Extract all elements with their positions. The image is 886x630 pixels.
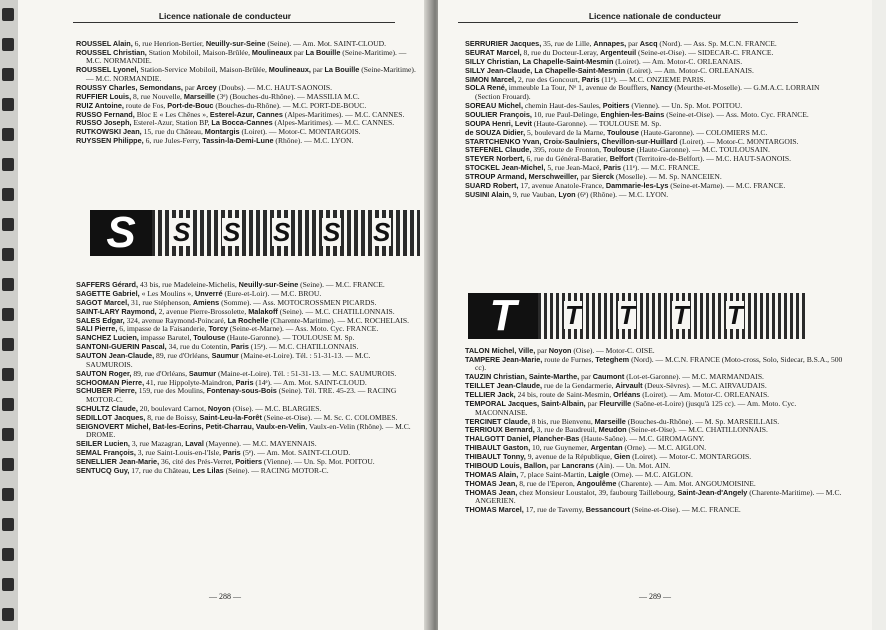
entry-text: par [626, 39, 640, 48]
entry-text: 9, rue Vauban, [510, 189, 559, 199]
entry-text: 8, rue Nouvelle, [131, 91, 184, 101]
entry-place: Lyon [558, 189, 576, 199]
entry-text: (Maine-et-Loire). Tél. : 51-31-13. — M.C. SAUMUROIS. [216, 368, 397, 378]
entry-place: Toulouse [602, 145, 635, 155]
entry-place: Poitiers [235, 456, 263, 466]
entry-text: par [310, 65, 325, 75]
entry-name: THOMAS Marcel, [465, 505, 524, 515]
entry-place: Saumur [188, 368, 217, 378]
entry-place: Esterel-Azur, Cannes [209, 109, 283, 119]
entry-text: 8, rue du Docteur-Leray, [521, 47, 601, 57]
entry-name: STARTCHENKO Yvan, Croix-Saulniers, Chevillon-sur-Huillard [465, 136, 678, 146]
entry-place: Noyon [548, 346, 572, 355]
entry-text: 15, rue du Château, [141, 127, 205, 137]
entry-place: Unverré [194, 288, 223, 298]
entry-place: La Bouille [324, 65, 360, 75]
entry-text: 395, route de Fronton, [531, 145, 603, 155]
entry-name: TEMPORAL Jacques, Saint-Albain, [465, 399, 586, 409]
entry-name: SOUPA Henri, Levit [465, 118, 532, 128]
entry-text: 10, rue Guynemer, [530, 443, 591, 453]
entry-name: SENELLIER Jean-Marie, [76, 456, 160, 466]
entry-text: 89, rue d'Orléans, [154, 351, 212, 361]
directory-entry [76, 387, 416, 404]
entry-text: 36, cité des Prés-Verret, [159, 456, 236, 466]
entry-text: 43 bis, rue Madeleine-Michelis, [138, 280, 239, 289]
entry-text: (Bouches-du-Rhône). — M. Sp. MARSEILLAIS. [625, 416, 780, 426]
header-rule [73, 22, 395, 23]
banner-ornament: T [619, 300, 635, 330]
entry-place: Paris [231, 342, 249, 352]
entry-place: Neuilly-sur-Seine [205, 39, 266, 48]
directory-entry [465, 356, 845, 373]
entry-text: (Seine-et-Marne). — Ass. Moto. Cyc. FRANCE. [227, 324, 379, 334]
entry-text: 6, rue Jules-Ferry, [143, 136, 203, 146]
entry-text: (Seine-et-Oise). — Ass. Moto. Cyc. FRANCE. [664, 109, 809, 119]
entry-name: RUIZ Antoine, [76, 100, 124, 110]
entry-place: Noyon [207, 403, 231, 413]
entry-place: Fontenay-sous-Bois [206, 386, 277, 396]
entry-text: (Seine-Maritime). — M.C. NORMANDIE. [86, 65, 416, 83]
entry-name: SCHULTZ Claude, [76, 403, 138, 413]
entry-text: (11ᵉ). — M.C. ONZIEME PARIS. [599, 74, 706, 84]
entry-text: (14ᵉ). — Am. Mot. SAINT-CLOUD. [253, 377, 367, 387]
entry-place: Lancrans [561, 460, 595, 470]
entry-name: SILLY Jean-Claude, La Chapelle-Saint-Mesmin [465, 65, 626, 75]
directory-entry [76, 423, 416, 440]
entry-text: 2, avenue Pierre-Brossolette, [156, 306, 249, 316]
entry-text: (Charente). — Am. Mot. ANGOUMOISINE. [616, 478, 756, 488]
entry-name: THOMAS Jean, [465, 487, 518, 497]
entry-name: RUSSO Joseph, [76, 118, 132, 128]
entry-name: TERCINET Claude, [465, 416, 530, 426]
entry-name: THIBOUD Louis, Ballon, [465, 460, 549, 470]
entry-name: THALGOTT Daniel, Plancher-Bas [465, 434, 580, 444]
entry-text: (Seine). — M.C. FRANCE. [298, 280, 385, 289]
letter-banner-s [90, 210, 420, 256]
entry-place: Toulouse [606, 127, 639, 137]
directory-entry [76, 352, 416, 369]
entry-name: SILLY Christian, La Chapelle-Saint-Mesmin [465, 56, 614, 66]
entry-place: Saint-Jean-d'Angely [677, 487, 748, 497]
entry-place: Moulineaux, [268, 65, 311, 75]
entry-place: Torcy [208, 324, 228, 334]
entry-name: SOULIER François, [465, 109, 532, 119]
entry-text: (Vienne). — Un. Sp. Mot. POITOU. [262, 456, 375, 466]
entry-name: ROUSSY Charles, Semondans, [76, 82, 183, 92]
entry-text: par [548, 460, 562, 470]
entry-text: (Orne). — M.C. AIGLON. [609, 469, 693, 479]
entry-place: Paris [581, 74, 600, 84]
entry-place: Caumont [592, 372, 625, 382]
entry-text: 8, rue de l'Eperon, [517, 478, 577, 488]
entry-text: 41, rue Hippolyte-Maindron, [144, 377, 236, 387]
entry-text: (Charente-Maritime). — M.C. ANGERIEN. [475, 487, 842, 506]
entry-name: SOREAU Michel, [465, 100, 523, 110]
entry-name: STOCKEL Jean-Michel, [465, 163, 546, 173]
entry-name: THIBAULT Tonny, [465, 452, 526, 462]
entry-place: Bat-les-Ecrins, Petit-Charrau, Vaulx-en-Velin [152, 421, 306, 431]
spiral-binding [0, 0, 18, 630]
banner-letter: T [468, 293, 538, 339]
entry-place: Les Lilas [192, 465, 224, 475]
entry-name: SEDILLOT Jacques, [76, 412, 146, 422]
page-number: — 289 — [639, 592, 671, 601]
banner-ornament: S [223, 217, 241, 247]
entry-text: 17, rue de Taverny, [523, 505, 586, 515]
entry-place: Angoulême [576, 478, 617, 488]
entry-text: « Les Moulins », [139, 288, 195, 298]
entry-place: La Bouille [305, 47, 341, 57]
entry-name: THOMAS Alain, [465, 469, 519, 479]
directory-entry [76, 66, 416, 83]
entry-text: par [585, 399, 600, 409]
entry-text: 8, rue de Boissy, [145, 412, 200, 422]
entry-text: 6, rue Henrion-Bertier, [132, 39, 206, 48]
entry-name: STROUP Armand, Merschweiller, [465, 172, 579, 182]
directory-entry [76, 49, 416, 66]
entry-text: (Haute-Garonne). — M.C. TOULOUSAIN. [634, 145, 770, 155]
entry-name: STEFENEL Claude, [465, 145, 532, 155]
entry-text: Station-Service Mobiloil, Maison-Brûlée, [138, 65, 269, 75]
entry-text: (Haute-Garonne). — TOULOUSE M. Sp. [531, 118, 662, 128]
entry-text: 89, rue d'Orléans, [131, 368, 189, 378]
entry-text: 3, rue Saint-Louis-en-l'Isle, [135, 448, 223, 458]
entry-text: chemin Haut-des-Saules, [522, 100, 603, 110]
entry-place: Moulineaux [251, 47, 293, 57]
entry-text: 3, rue Mazagran, [129, 439, 186, 449]
entry-text: (Alpes-Maritimes). — M.C. CANNES. [282, 109, 405, 119]
entry-text: 324, avenue Raymond-Poincaré, [124, 315, 228, 325]
entry-place: Tassin-la-Demi-Lune [202, 136, 274, 146]
entry-text: par [579, 372, 593, 382]
entry-text: 9, avenue de la République, [525, 452, 614, 462]
entry-text: rue de la Gendarmerie, [542, 381, 616, 391]
entry-name: RUYSSEN Philippe, [76, 136, 144, 146]
entry-name: de SOUZA Didier, [465, 127, 526, 137]
entry-text: 7, place Saint-Martin, [518, 469, 589, 479]
entry-text: (Seine-et-Oise). — M.C. CHATILLONNAIS. [626, 425, 768, 435]
entry-place: Orléans [613, 390, 641, 400]
banner-ornament: T [727, 300, 743, 330]
page-header: Licence nationale de conducteur [588, 11, 722, 21]
entry-name: RUSSO Fernand, [76, 109, 135, 119]
entry-text: 159, rue des Moulins, [136, 386, 207, 396]
entry-text: (Seine). Tél. TRE. 45-23. — RACING MOTOR-C. [86, 386, 397, 404]
entry-text: 5, rue Jean-Macé, [545, 163, 604, 173]
entry-place: Neuilly-sur-Seine [238, 280, 299, 289]
banner-letter: S [90, 210, 152, 256]
entry-text: (Haute-Garonne). — COLOMIERS M.C. [638, 127, 768, 137]
entry-place: Paris [235, 377, 254, 387]
entry-text: (Nord). — M.C.N. FRANCE (Moto-cross, Solo, Sidecar, B.S.A., 500 cc). [475, 354, 843, 373]
entry-text: (Ain). — Un. Mot. AIN. [594, 460, 671, 470]
entry-text: 35, rue de Lille, [541, 39, 594, 48]
entry-text: 3, rue de Baudreuil, [534, 425, 599, 435]
banner-ornament: S [273, 217, 291, 247]
entry-text: (Rhône). — M.C. LYON. [273, 136, 354, 146]
entry-name: SANCHEZ Lucien, [76, 333, 139, 343]
banner-ornament: S [373, 217, 391, 247]
entry-name: SEMAL François, [76, 448, 136, 458]
entry-name: SUSINI Alain, [465, 189, 511, 199]
entry-text: Bloc E « Les Chênes », [134, 109, 210, 119]
entry-text: (Maine-et-Loire). Tél. : 51-31-13. — M.C. SAUMUROIS. [86, 351, 371, 369]
entry-name: SALI Pierre, [76, 324, 118, 334]
directory-entry [465, 84, 845, 101]
entry-text: 10, rue Paul-Delinge, [531, 109, 601, 119]
directory-entry [465, 400, 845, 417]
entry-text: (Deux-Sèvres). — M.C. AIRVAUDAIS. [642, 381, 767, 391]
banner-ornament: S [173, 217, 191, 247]
entry-place: Montargis [204, 127, 240, 137]
entry-text: (Doubs). — M.C. HAUT-SAONOIS. [216, 82, 333, 92]
entry-text: (Meurthe-et-Moselle). — G.M.A.C. LORRAIN (Section Frouard). [475, 83, 820, 102]
directory-entry [465, 506, 845, 515]
entry-place: Marseille [594, 416, 626, 426]
entry-text: 17, avenue Anatole-France, [518, 180, 606, 190]
entry-name: RUTKOWSKI Jean, [76, 127, 142, 137]
entry-name: SAGOT Marcel, [76, 297, 130, 307]
entry-text: 24 bis, route de Saint-Mesmin, [515, 390, 614, 400]
entry-name: SAFFERS Gérard, [76, 280, 139, 289]
entries-t-list [465, 347, 845, 515]
entry-place: Marseille [183, 91, 216, 101]
entry-name: ROUSSEL Alain, [76, 39, 133, 48]
entry-text: 31, rue Stéphenson, [129, 297, 193, 307]
entry-text: 20, boulevard Carnot, [137, 403, 208, 413]
entry-text: Esterel-Azur, Station BP, [131, 118, 212, 128]
entry-place: Arcey [196, 82, 217, 92]
entry-name: TEILLET Jean-Claude, [465, 381, 543, 391]
entry-name: SENTUCQ Guy, [76, 465, 130, 475]
entry-place: Dammarie-les-Lys [605, 180, 669, 190]
entry-text: , Vaulx-en-Velin (Rhône). — M.C. DROME. [86, 421, 411, 440]
entry-text: (Loiret). — Am. Motor-C. ORLEANAIS. [640, 390, 770, 400]
entry-text: route de Furnes, [542, 354, 596, 364]
entries-s-list [465, 40, 845, 200]
entry-place: Bessancourt [585, 505, 630, 515]
entry-place: Belfort [609, 154, 634, 164]
entry-place: Nancy [650, 83, 673, 93]
entry-name: RUFFIER Louis, [76, 91, 132, 101]
banner-ornament: T [673, 300, 689, 330]
entry-text: Station Mobiloil, Maison-Brûlée, [146, 47, 252, 57]
entry-text: (Loiret). — Am. Motor-C. ORLEANAIS. [613, 56, 743, 66]
entry-text: (Lot-et-Garonne). — M.C. MARMANDAIS. [624, 372, 764, 382]
entry-text: (Seine-et-Marne). — M.C. FRANCE. [668, 180, 786, 190]
entry-text: (Haute-Saône). — M.C. GIROMAGNY. [579, 434, 705, 444]
entry-name: SAUTON Roger, [76, 368, 132, 378]
entry-text: (Charente-Maritime). — M.C. ROCHELAIS. [268, 315, 410, 325]
entry-text: 6, rue du Général-Baratier, [524, 154, 610, 164]
entries-r-list [76, 40, 416, 146]
entry-text: 34, rue du Cotentin, [166, 342, 232, 352]
page-header: Licence nationale de conducteur [158, 11, 292, 21]
entry-text: par [535, 346, 549, 355]
entry-name: SCHOOMAN Pierre, [76, 377, 145, 387]
entry-place: Gien [613, 452, 631, 462]
entry-place: Teteghem [595, 354, 630, 364]
entry-place: Saumur [211, 351, 239, 361]
entry-name: SAINT-LARY Raymond, [76, 306, 157, 316]
entry-text: (Moselle). — M. Sp. NANCEIEN. [613, 172, 722, 182]
entry-text: (11ᵉ). — M.C. FRANCE. [621, 163, 700, 173]
directory-entry [465, 489, 845, 506]
header-rule [458, 22, 798, 23]
entry-text: (Vienne). — Un. Sp. Mot. POITOU. [629, 100, 743, 110]
entry-text: (Seine). — Am. Mot. SAINT-CLOUD. [265, 39, 387, 48]
entry-text: (15ᵉ). — M.C. CHATILLONNAIS. [248, 342, 359, 352]
banner-ornament: S [323, 217, 341, 247]
entry-text: (Seine). — M.C. CHATILLONNAIS. [277, 306, 395, 316]
entry-name: TAMPERE Jean-Marie, [465, 354, 543, 364]
entry-text: (Seine-Maritime). — M.C. NORMANDIE. [86, 47, 407, 66]
entry-place: Amiens [192, 297, 220, 307]
entry-place: La Rochelle [227, 315, 269, 325]
entry-name: TAUZIN Christian, Sainte-Marthe, [465, 372, 580, 382]
directory-entry [465, 191, 845, 200]
entry-text: 8 bis, rue Bienvenu, [529, 416, 595, 426]
entry-place: Fleurville [599, 399, 632, 409]
entry-name: SEILER Lucien, [76, 439, 130, 449]
entry-text: (Alpes-Maritimes). — M.C. CANNES. [272, 118, 395, 128]
entry-name: SAGETTE Gabriel, [76, 288, 140, 298]
entry-text: (Oise). — Motor-C. OISE. [571, 346, 655, 355]
entry-text: (Saône-et-Loire) (jusqu'à 125 cc). — Am. Moto. Cyc. MACONNAISE. [475, 399, 797, 417]
entry-place: Port-de-Bouc [167, 100, 214, 110]
entry-text: (Oise). — M.C. BLARGIES. [230, 403, 322, 413]
entry-text: (Somme). — Ass. MOTOCROSSMEN PICARDS. [219, 297, 377, 307]
entry-place: Laigle [588, 469, 610, 479]
entry-text: (Mayenne). — M.C. MAYENNAIS. [203, 439, 317, 449]
entry-text: (5ᵉ). — Am. Mot. SAINT-CLOUD. [240, 448, 351, 458]
page-number: — 288 — [209, 592, 241, 601]
entry-text: (Nord). — Ass. Sp. M.C.N. FRANCE. [657, 39, 777, 48]
entry-text: (Territoire-de-Belfort). — M.C. HAUT-SAONOIS. [633, 154, 792, 164]
entry-text: (Loiret). — Motor-C. MONTARGOIS. [239, 127, 361, 137]
entry-text: (Loiret). — Motor-C. MONTARGOIS. [630, 452, 752, 462]
entry-name: SANTONI-GUERIN Pascal, [76, 342, 167, 352]
entry-text: immeuble La Tour, Nᵒ 1, avenue de Boufflers, [506, 83, 651, 93]
letter-banner-t [468, 293, 808, 339]
entry-place: Toulouse [193, 333, 226, 343]
entry-text: route de Fos, [123, 100, 168, 110]
entry-place: Annapes, [593, 39, 627, 48]
entries-s-list [76, 281, 416, 476]
entry-name: SERRURIER Jacques, [465, 39, 542, 48]
entry-text: (Eure-et-Loir). — M.C. BROU. [222, 288, 322, 298]
entry-text: par [578, 172, 593, 182]
entry-place: Ascq [639, 39, 658, 48]
entry-name: ROUSSEL Lyonel, [76, 65, 139, 75]
entry-text: 5, boulevard de la Marne, [525, 127, 607, 137]
entry-place: Sierck [592, 172, 614, 182]
entry-text: 2, rue des Goncourt, [516, 74, 582, 84]
entry-place: Malakoff [248, 306, 278, 316]
entry-name: TALON Michel, Ville, [465, 346, 536, 355]
entry-text: (Orne). — M.C. AIGLON. [622, 443, 707, 453]
entry-text: impasse Barutel, [138, 333, 194, 343]
entry-text: (Loiret). — Motor-C. MONTARGOIS. [677, 136, 799, 146]
entry-text: (Seine). — RACING MOTOR-C. [223, 465, 329, 475]
entry-place: Enghien-les-Bains [600, 109, 665, 119]
entry-place: Laval [185, 439, 204, 449]
entry-text: (Loiret). — Am. Motor-C. ORLEANAIS. [625, 65, 754, 75]
banner-ornament: T [565, 300, 581, 330]
entry-place: Argenteuil [600, 47, 637, 57]
entry-text: (Seine-et-Oise). — M.C. FRANCE. [629, 505, 741, 515]
entry-name: SIMON Marcel, [465, 74, 517, 84]
entry-place: La Bocca-Cannes [211, 118, 273, 128]
directory-entry [76, 467, 416, 476]
entry-name: SALES Edgar, [76, 315, 125, 325]
entry-name: ROUSSEL Christian, [76, 47, 147, 57]
entry-place: Paris [603, 163, 622, 173]
entry-place: Argentan [590, 443, 623, 453]
entry-text: (3ᵉ) (Bouches-du-Rhône). — MASSILIA M.C. [215, 91, 360, 101]
entry-name: SOLA René, [465, 83, 507, 93]
entry-name: SCHUBER Pierre, [76, 386, 137, 396]
entry-text: chez Monsieur Loustalot, 39, faubourg Taillebourg, [517, 487, 678, 497]
entry-name: SEURAT Marcel, [465, 47, 522, 57]
entry-name: SEIGNOVERT Michel, [76, 421, 151, 431]
entry-text: (Seine-et-Oise). — M. Sc. C. COLOMBES. [261, 412, 398, 422]
entry-place: Saint-Leu-la-Forêt [199, 412, 262, 422]
entry-text: (6ᵉ) (Rhône). — M.C. LYON. [575, 189, 669, 199]
entry-text: par [292, 47, 306, 57]
entry-name: STEYER Norbert, [465, 154, 525, 164]
entry-name: THOMAS Jean, [465, 478, 518, 488]
left-page [18, 0, 432, 630]
entry-text: par [182, 82, 197, 92]
entry-name: SUARD Robert, [465, 180, 519, 190]
entry-name: TERRIOUX Bernard, [465, 425, 535, 435]
entry-text: 17, rue du Château, [129, 465, 193, 475]
entry-name: THIBAULT Gaston, [465, 443, 531, 453]
entry-name: SAUTON Jean-Claude, [76, 351, 155, 361]
directory-entry [76, 137, 416, 146]
entry-text: (Bouches-du-Rhône). — M.C. PORT-DE-BOUC. [213, 100, 367, 110]
entry-text: 6, impasse de la Faisanderie, [117, 324, 209, 334]
entry-place: Airvault [615, 381, 643, 391]
entry-place: Meudon [598, 425, 627, 435]
entry-text: (Seine-et-Oise). — SIDECAR-C. FRANCE. [636, 47, 774, 57]
entry-text: (Haute-Garonne). — TOULOUSE M. Sp. [225, 333, 355, 343]
right-page [438, 0, 872, 630]
entry-place: Poitiers [602, 100, 630, 110]
entry-place: Paris [222, 448, 241, 458]
entry-name: TELLIER Jack, [465, 390, 516, 400]
